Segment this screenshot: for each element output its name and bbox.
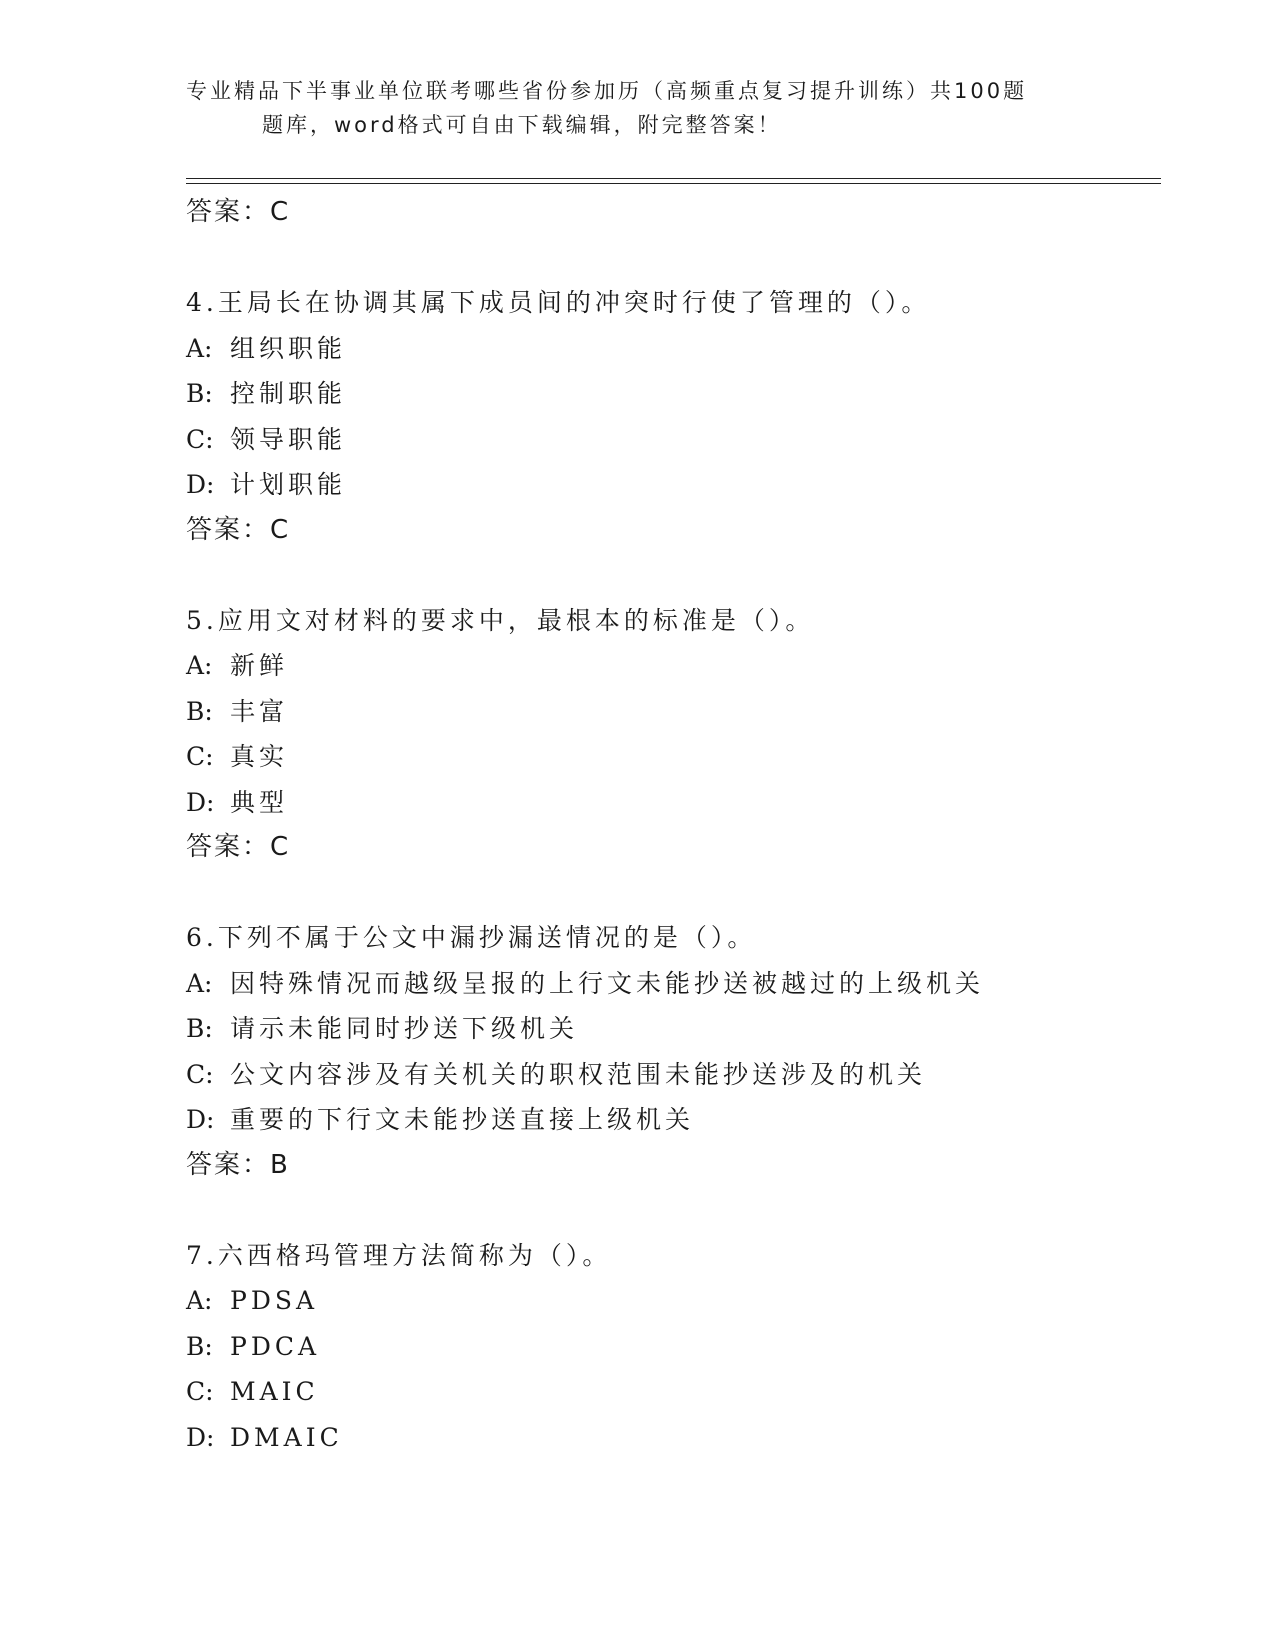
option-text: 计划职能 bbox=[230, 470, 347, 499]
question-stem: 4.王局长在协调其属下成员间的冲突时行使了管理的（）。 bbox=[186, 288, 931, 317]
option-letter: B: bbox=[186, 1014, 213, 1043]
option-b bbox=[186, 689, 1161, 735]
header-divider bbox=[186, 178, 1161, 184]
option-letter: B: bbox=[186, 379, 213, 408]
option-b bbox=[186, 1006, 1161, 1052]
question-block bbox=[186, 1233, 1161, 1461]
option-letter: C: bbox=[186, 424, 214, 454]
option-text: PDCA bbox=[230, 1331, 321, 1361]
option-b bbox=[186, 1324, 1161, 1370]
option-c bbox=[186, 1052, 1161, 1098]
option-letter: D: bbox=[186, 1422, 215, 1452]
option-c bbox=[186, 1369, 1161, 1415]
option-letter: C: bbox=[186, 1059, 214, 1089]
option-a bbox=[186, 643, 1161, 689]
question-block bbox=[186, 280, 1161, 553]
document-header bbox=[186, 74, 1086, 142]
answer-line: 答案：B bbox=[186, 1149, 290, 1180]
answer-line: 答案：C bbox=[186, 197, 291, 227]
option-text: 控制职能 bbox=[230, 379, 347, 408]
option-text: 真实 bbox=[230, 742, 289, 771]
option-a bbox=[186, 961, 1161, 1007]
option-letter: A: bbox=[186, 651, 213, 680]
option-c bbox=[186, 734, 1161, 780]
option-a bbox=[186, 1278, 1161, 1324]
option-b bbox=[186, 371, 1161, 417]
option-letter: D: bbox=[186, 470, 215, 499]
option-d bbox=[186, 1097, 1161, 1143]
option-letter: A: bbox=[186, 333, 213, 363]
option-c bbox=[186, 417, 1161, 463]
option-d bbox=[186, 462, 1161, 508]
question-stem: 5.应用文对材料的要求中，最根本的标准是（）。 bbox=[186, 605, 815, 635]
option-letter: B: bbox=[186, 1331, 213, 1361]
header-title-line-2: 题库，word格式可自由下载编辑，附完整答案！ bbox=[262, 113, 782, 137]
option-text: 因特殊情况而越级呈报的上行文未能抄送被越过的上级机关 bbox=[230, 968, 985, 998]
option-letter: D: bbox=[186, 1105, 215, 1134]
option-d bbox=[186, 1415, 1161, 1461]
question-block bbox=[186, 598, 1161, 871]
option-text: 公文内容涉及有关机关的职权范围未能抄送涉及的机关 bbox=[230, 1059, 927, 1089]
option-text: PDSA bbox=[230, 1286, 319, 1315]
option-letter: A: bbox=[186, 1286, 213, 1315]
option-a bbox=[186, 326, 1161, 372]
document-body bbox=[186, 190, 1161, 1460]
question-stem: 6.下列不属于公文中漏抄漏送情况的是（）。 bbox=[186, 923, 757, 952]
option-letter: D: bbox=[186, 787, 215, 817]
question-stem: 7.六西格玛管理方法简称为（）。 bbox=[186, 1240, 612, 1270]
option-text: 丰富 bbox=[230, 696, 289, 726]
option-text: 典型 bbox=[230, 787, 289, 817]
answer-line: 答案：C bbox=[186, 832, 291, 862]
option-text: 新鲜 bbox=[230, 651, 289, 680]
option-text: 重要的下行文未能抄送直接上级机关 bbox=[230, 1105, 695, 1134]
option-text: 请示未能同时抄送下级机关 bbox=[230, 1014, 579, 1043]
option-text: DMAIC bbox=[230, 1422, 343, 1452]
option-text: 组织职能 bbox=[230, 333, 347, 363]
answer-line: 答案：C bbox=[186, 514, 291, 545]
option-letter: B: bbox=[186, 696, 213, 726]
option-letter: A: bbox=[186, 968, 213, 998]
question-block bbox=[186, 915, 1161, 1188]
option-d bbox=[186, 780, 1161, 826]
option-letter: C: bbox=[186, 1377, 214, 1406]
option-letter: C: bbox=[186, 742, 214, 771]
option-text: MAIC bbox=[230, 1377, 319, 1406]
option-text: 领导职能 bbox=[230, 424, 347, 454]
header-title-line-1: 专业精品下半事业单位联考哪些省份参加历（高频重点复习提升训练）共100题 bbox=[186, 79, 1028, 103]
